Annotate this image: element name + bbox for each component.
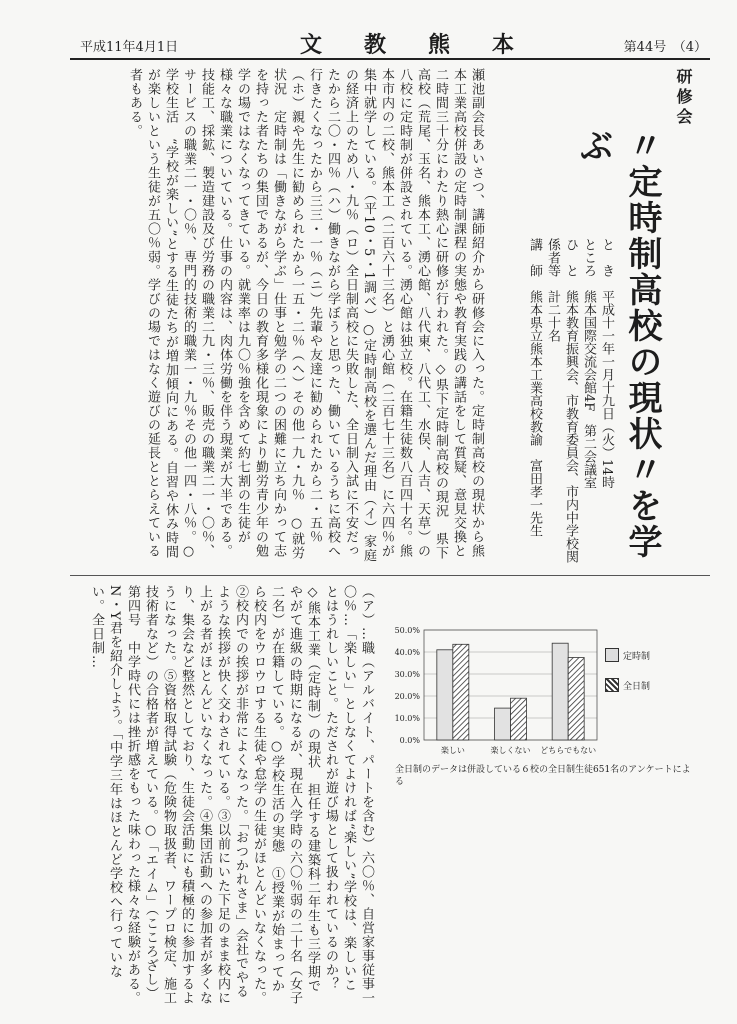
y-tick-label: 20.0%	[394, 692, 420, 701]
article-body-upper: 瀬池副会長あいさつ、講師紹介から研修会に入った。定時制高校の現状から熊本工業高校併設の定時制課程の実態や教育実践の講話をして質疑、意見交換と二時間三十分にわたり熱心に研修が行われた。◇県下定時制高校の現況 県下高校（荒尾、玉名、熊本工、湧心館、八代東、八代工、水俣、人吉、天草）の八校に定時制が併設されている。湧心館は独立校。在籍生徒数八百四十名。熊本市内の二校、熊本工（二百六十三名）と湧心館（二百七十三名）に六四％が集中就学している。（平10・5・1調べ）○定時制高校を選んだ理由（イ）家庭の経済上のため八・九％（ロ）全日制高校に失敗した、全日制入試に不安だったから二〇・四％（ハ）働きながら学ぼうと思った、働いているうちに高校へ行きたくなったから三三・一％（ニ）先輩や友達に勧められたから二・五％（ホ）親や先生に勧められたから一五・二％（ヘ）その他一九・九％ ○就労状況 定時制は「働きながら学ぶ」仕事と勉学の二つの困難に立ち向かって志を持った者たちの集団であるが、今日の教育多様化現象により勤労青少年の勉学の場ではなくなってきている。就業率は九〇％強を含めて約七割の生徒が様々な職業についている。仕事の内容は、肉体労働を伴う現業が大半である。技能工、採鉱、製造建設及び労務の職業二九・三％、販売の職業二一・〇％、サービスの職業二一・〇％、専門的技術的職業一・九％その他一四・八％。○学校生活 “学校が楽しい”とする生徒たちが増加傾向にある。自習や休み時間が楽しいという生徒が五〇％弱。学びの場ではなく遊びの延長ととらえている者もある。	[127, 68, 484, 563]
y-tick-label: 0.0%	[399, 736, 420, 745]
legend-item-zennichisei	[605, 678, 650, 692]
legend-item-teijisei	[605, 648, 650, 662]
issue-date: 平成11年4月1日	[80, 40, 179, 55]
y-tick-label: 40.0%	[394, 648, 420, 657]
page-header	[0, 22, 737, 58]
bar-teijisei	[495, 708, 511, 740]
bar-zennichisei	[568, 658, 584, 741]
y-tick-label: 30.0%	[394, 670, 420, 679]
x-category-label: 楽しくない	[490, 746, 531, 755]
chart-legend	[605, 648, 650, 708]
article-body-lower: （ア）…職（アルバイト、パートを含む）六〇％、自営家事従事一〇％…「楽しい」としなくてよければ“楽しい”学校は、楽しいことはうれしいこと。ただされが遊び場として扱われているのか？◇熊本工業（定時制）の現状 担任する建築科二年生も三学期でやがて進級の時期になるが、現在入学時の六〇％弱の二十名（女子二名）が在籍している。○学校生活の実態 ①授業が始まってから校内をウロウロする生徒や怠学の生徒がほとんどいなくなった。②校内での挨拶が非常によくなった。「おつかれさま」会社でやるような挨拶が快く交わされている。③以前にいた下足のまま校内に上がる者がほとんどいなくなった。④集団活動への参加者が多くなり、集会など整然としており、生徒会活動にも積極的に参加するようになった。⑤資格取得試験（危険物取扱者、ワープロ検定、施工技術者など）の合格者が増えている。○「エイム」（こころざし）第四号 中学時代には挫折感をもった味わった様々な経験がある。N・Y君を紹介しよう。「中学三年はほとんど学校へ行っていない。全日制…	[89, 585, 374, 1005]
x-category-label: どちらでもない	[540, 746, 597, 755]
legend-label-teijisei: 定時制	[623, 651, 651, 662]
article-headline: 〃定時制高校の現状〃を学ぶ	[573, 128, 662, 560]
bar-teijisei	[437, 650, 453, 740]
event-place: ところ 熊本国際交流会館4F 第二会議室	[581, 238, 596, 490]
y-tick-label: 10.0%	[394, 714, 420, 723]
event-details	[525, 238, 615, 568]
bar-teijisei	[552, 643, 568, 740]
legend-swatch-zennichisei	[605, 678, 619, 692]
legend-label-zennichisei: 全日制	[623, 681, 651, 692]
event-time: と き 平成十一年一月十九日（火）14時	[599, 238, 614, 489]
y-tick-label: 50.0%	[394, 626, 420, 635]
paper-title: 文 教 熊 本	[300, 32, 525, 58]
legend-swatch-teijisei	[605, 648, 619, 662]
section-rule	[70, 575, 710, 576]
bar-zennichisei	[453, 644, 469, 740]
header-rule	[70, 58, 710, 60]
chart-footnote: 全日制のデータは併設している６校の全日制生徒651名のアンケートによる	[395, 765, 691, 787]
event-attendees: ひ と 熊本教育振興会、市教育委員会、市内中学校関係者等 計二十名	[545, 238, 578, 563]
article-lead	[495, 68, 695, 568]
event-lecturer: 講 師 熊本県立熊本工業高校教諭 富田孝一先生	[527, 238, 542, 537]
x-category-label: 楽しい	[440, 746, 465, 755]
bar-zennichisei	[511, 698, 527, 740]
issue-number: 第44号 （4）	[623, 40, 707, 55]
article-kicker: 研修会	[674, 68, 693, 128]
